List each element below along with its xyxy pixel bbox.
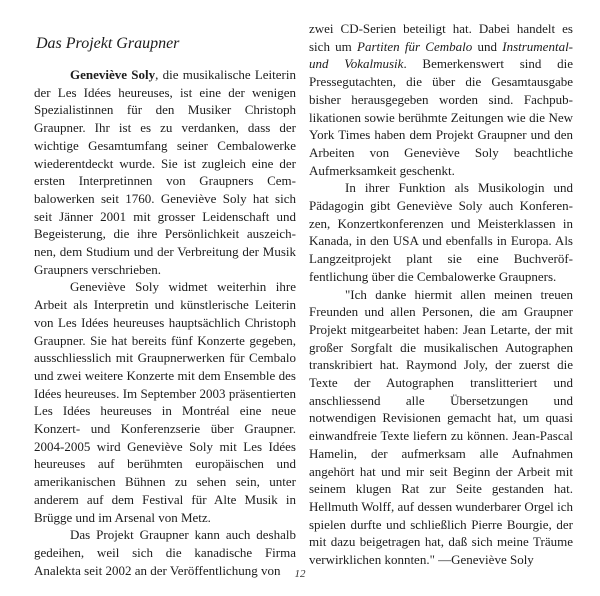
cd-series-text-b: und: [472, 38, 503, 54]
right-column: [309, 20, 573, 569]
cd-series-text-c: . Bemerkenswert sind die Pressegutachten, die über die Gesamtausgabe bisher herausgegeben worden sind. Fachpublikationen sowie berühmte Zeitungen wie die New York Times haben dem Projekt Graupner und den Arbeiten von Geneviève Soly beachtliche Aufmerksamkeit geschenkt.: [309, 56, 573, 178]
paragraph-career: Geneviève Soly widmet weiterhin ihre Arbeit als Interpretin und künstlerische Leiterin von Les Idées heureuses hauptsächlich Christoph Graupner. Sie hat bereits fünf Konzerte gegeben, ausschliesslich mit Graupnerwerken für Cembalo und zwei weitere Konzerte mit dem Ensemble des Idées heureuses. Im September 2003 präsentierten Les Idées heureuses in Montréal eine neue Konzert- und Konferenzserie über Graupner. 2004-2005 wird Geneviève Soly mit Les Idées heureuses auf berühmten europäischen und amerikanischen Bühnen zu sehen sein, unter anderem auf dem Festival für Alte Musik in Brügge und im Arsenal von Metz.: [34, 279, 296, 525]
page-number: 12: [294, 568, 306, 580]
cd-series-title-1: Partiten für Cembalo: [357, 38, 473, 54]
section-heading: Das Projekt Graupner: [36, 35, 180, 52]
paragraph-acknowledgements: "Ich danke hiermit allen meinen treuen Freunden und allen Personen, die am Graupner Projekt mitgearbeitet haben: Jean Letarte, der mit großer Sorgfalt die musikalischen Autographen transkribiert hat. Raymond Joly, der zuerst die Texte der Autographen translitteriert und anschliessend alle Übersetzungen und notwendigen Revisionen gemacht hat, um quasi einwandfreie Texte liefern zu können. Jean-Pascal Hamelin, der aufmerksam alle Aufnahmen angehört hat und mir seit Beginn der Arbeit mit seinem klugen Rat zur Seite gestanden hat. Hellmuth Wolff, auf dessen wunderbarer Orgel ich spielen durfte und schließlich Pierre Bourgie, der mit dazu beigetragen hat, daß sich meine Träume verwirklichen konnten." —Geneviève Soly: [309, 286, 573, 568]
paragraph-musicology: In ihrer Funktion als Musikologin und Pädagogin gibt Geneviève Soly auch Konferenzen, Konzertkonferenzen und Meisterklassen in Kanada, in den USA und ebenfalls in Europa. Als Langzeitprojekt plant sie eine Buchveröffentlichung über die Cembalowerke Graupners.: [309, 180, 573, 284]
paragraph-cd-series: [309, 20, 573, 179]
artist-name: Geneviève Soly: [70, 67, 156, 82]
cd-series-title-2: Instrumental- und Vokalmusik: [309, 38, 574, 72]
cd-series-text-a: zwei CD-Serien beteiligt hat. Dabei handelt es sich um: [309, 21, 573, 54]
paragraph-intro: [34, 66, 296, 278]
left-column: [34, 34, 296, 579]
paragraph-analekta: Das Projekt Graupner kann auch deshalb gedeihen, weil sich die kanadische Firma Analekta seit 2002 an der Veröffentlichung von: [34, 527, 296, 578]
intro-text: , die musikalische Leiterin der Les Idées heureuses, ist eine der wenigen Spezialistinnen für den Musiker Christoph Graupner. Ihr ist es zu verdanken, dass der wichtige Gesamtumfang seiner Cembalowerke wiederentdeckt wurde. Sie ist zugleich eine der ersten Interpretinnen von Graupners Cembalowerken seit 1760. Geneviève Soly hat sich seit Jänner 2001 mit grosser Leidenschaft und Begeisterung, die ihre Persönlichkeit auszeichnen, dem Studium und der Verbreitung der Musik Graupners verschrieben.: [34, 67, 296, 277]
